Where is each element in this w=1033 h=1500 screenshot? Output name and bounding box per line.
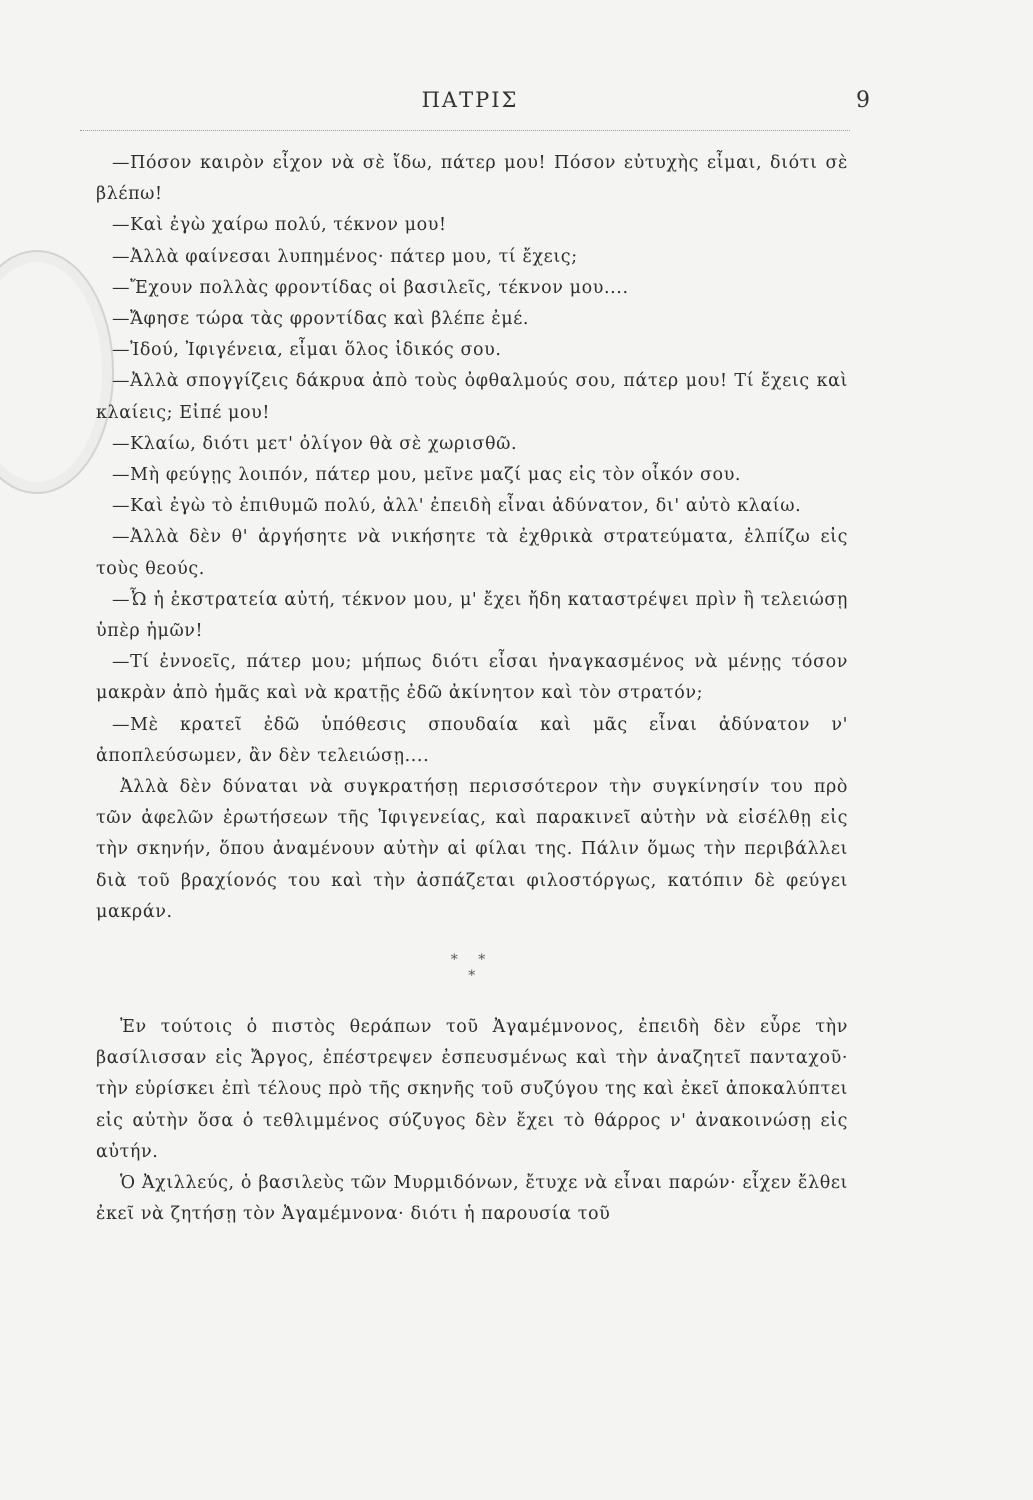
paragraph: Ἀλλὰ δὲν δύναται νὰ συγκρατήσῃ περισσότερον τὴν συγκίνησίν του πρὸ τῶν ἀφελῶν ἐρωτήσεων τῆς Ἰφιγενείας, καὶ παρακινεῖ αὐτὴν νὰ εἰσέλθῃ εἰς τὴν σκηνήν, ὅπου ἀναμένουν αὐτὴν αἱ φίλαι της. Πάλιν ὅμως τὴν περιβάλλει διὰ τοῦ βραχίονός του καὶ τὴν ἀσπάζεται φιλοστόργως, κατόπιν δὲ φεύγει μακράν. — [96, 777, 848, 922]
paragraph: —Ἀλλὰ σπογγίζεις δάκρυα ἀπὸ τοὺς ὀφθαλμούς σου, πάτερ μου! Τί ἔχεις καὶ κλαίεις; Εἰπέ μου! — [96, 371, 848, 423]
paragraph: —Ἀλλὰ δὲν θ' ἀργήσητε νὰ νικήσητε τὰ ἐχθρικὰ στρατεύματα, ἐλπίζω εἰς τοὺς θεούς. — [96, 527, 848, 579]
paragraph: —Πόσον καιρὸν εἶχον νὰ σὲ ἴδω, πάτερ μου! Πόσον εὐτυχὴς εἶμαι, διότι σὲ βλέπω! — [96, 153, 848, 205]
paragraph: —Ἀλλὰ φαίνεσαι λυπημένος· πάτερ μου, τί ἔχεις; — [112, 246, 578, 267]
paragraph: —Ἔχουν πολλὰς φροντίδας οἱ βασιλεῖς, τέκνον μου.... — [112, 277, 629, 298]
body-text — [96, 148, 848, 1231]
paragraph: —Τί ἐννοεῖς, πάτερ μου; μήπως διότι εἶσαι ἠναγκασμένος νὰ μένῃς τόσον μακρὰν ἀπὸ ἡμᾶς καὶ νὰ κρατῇς ἐδῶ ἀκίνητον καὶ τὸν στρατόν; — [96, 652, 848, 704]
paragraph: —Μὲ κρατεῖ ἐδῶ ὑπόθεσις σπουδαία καὶ μᾶς εἶναι ἀδύνατον ν' ἀποπλεύσωμεν, ἂν δὲν τελειώσῃ.... — [96, 714, 848, 766]
paragraph: —Ὦ ἡ ἐκστρατεία αὐτή, τέκνον μου, μ' ἔχει ἤδη καταστρέψει πρὶν ἢ τελειώσῃ ὑπὲρ ἡμῶν! — [96, 589, 848, 642]
running-header — [80, 88, 870, 118]
paragraph: —Ἰδού, Ἰφιγένεια, εἶμαι ὅλος ἰδικός σου. — [112, 340, 502, 361]
paragraph: —Καὶ ἐγὼ χαίρω πολύ, τέκνον μου! — [112, 215, 447, 236]
paragraph: Ἐν τούτοις ὁ πιστὸς θεράπων τοῦ Ἀγαμέμνονος, ἐπειδὴ δὲν εὗρε τὴν βασίλισσαν εἰς Ἄργος, ἐπέστρεψεν ἐσπευσμένως καὶ τὴν ἀναζητεῖ πανταχοῦ· τὴν εὑρίσκει ἐπὶ τέλους πρὸ τῆς σκηνῆς τοῦ συζύγου της καὶ ἐκεῖ ἀποκαλύπτει εἰς αὐτὴν ὅσα ὁ τεθλιμμένος σύζυγος δὲν ἔχει τὸ θάρρος ν' ἀνακοινώσῃ εἰς αὐτήν. — [96, 1017, 848, 1162]
header-rule — [80, 130, 850, 131]
paragraph: —Κλαίω, διότι μετ' ὀλίγον θὰ σὲ χωρισθῶ. — [112, 433, 518, 454]
separator-star-bottom: * — [468, 968, 476, 985]
paragraph: —Μὴ φεύγῃς λοιπόν, πάτερ μου, μεῖνε μαζί μας εἰς τὸν οἶκόν σου. — [112, 465, 742, 486]
paragraph: —Καὶ ἐγὼ τὸ ἐπιθυμῶ πολύ, ἀλλ' ἐπειδὴ εἶναι ἀδύνατον, δι' αὐτὸ κλαίω. — [112, 496, 802, 517]
paragraph: Ὁ Ἀχιλλεύς, ὁ βασιλεὺς τῶν Μυρμιδόνων, ἔτυχε νὰ εἶναι παρών· εἶχεν ἔλθει ἐκεῖ νὰ ζητήσῃ τὸν Ἀγαμέμνονα· διότι ἡ παρουσία τοῦ — [96, 1173, 848, 1225]
paragraph: —Ἄφησε τώρα τὰς φροντίδας καὶ βλέπε ἐμέ. — [112, 309, 530, 330]
section-separator — [96, 952, 848, 984]
separator-stars-top: * * — [450, 952, 494, 969]
page-number: 9 — [856, 88, 870, 113]
running-title: ΠΑΤΡΙΣ — [421, 88, 519, 112]
